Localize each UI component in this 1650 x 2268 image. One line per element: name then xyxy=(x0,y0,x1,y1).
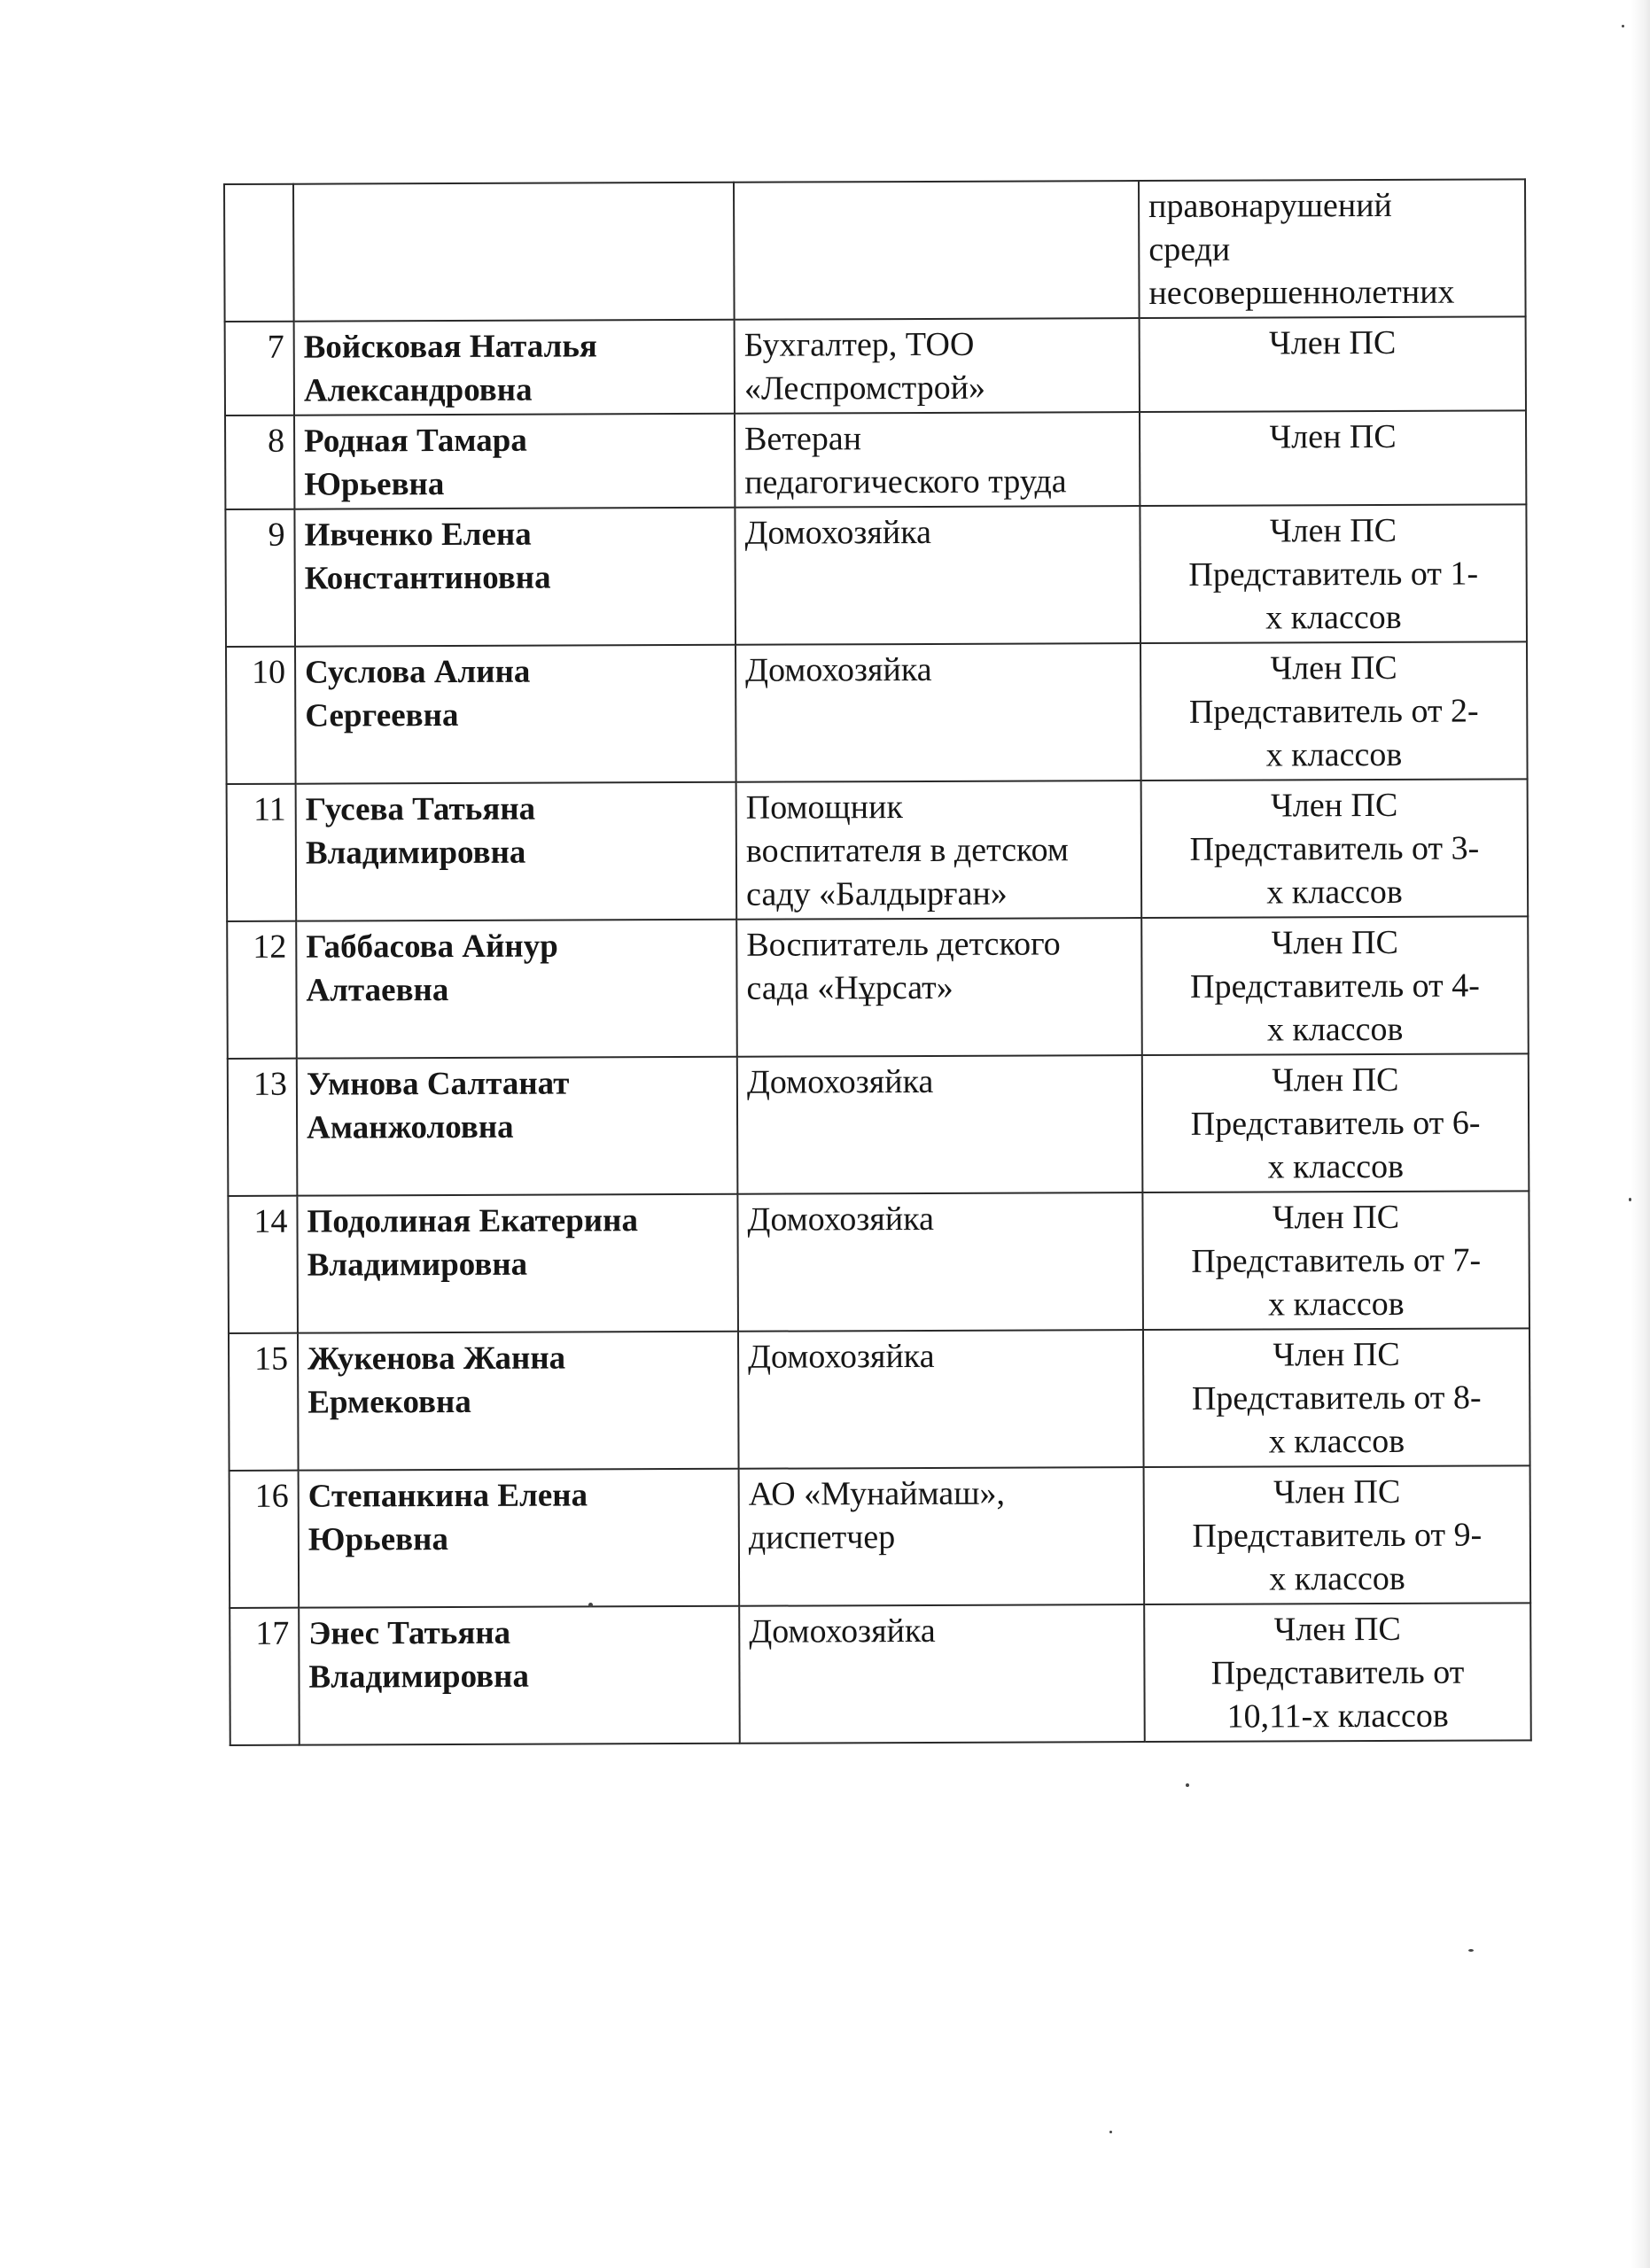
member-name-line: Сергеевна xyxy=(305,696,459,734)
member-name-line: Владимировна xyxy=(305,834,526,872)
member-role-line: Представитель от 3- xyxy=(1189,829,1480,868)
member-workplace-cell xyxy=(737,1055,1143,1194)
member-role-line: х классов xyxy=(1266,873,1403,912)
member-name-cell xyxy=(299,1606,740,1745)
member-name-line: Аманжоловна xyxy=(307,1108,514,1146)
row-number: 16 xyxy=(230,1471,300,1608)
member-role-line: Представитель от 7- xyxy=(1191,1241,1482,1280)
continuation-line: несовершеннолетних xyxy=(1148,273,1455,312)
member-row xyxy=(229,1328,1530,1471)
member-role-cell xyxy=(1141,779,1529,918)
scan-speck xyxy=(1186,1783,1189,1787)
member-workplace-cell xyxy=(736,781,1142,920)
member-role-line: х классов xyxy=(1265,598,1402,637)
member-workplace-cell xyxy=(739,1604,1145,1744)
member-name-line: Родная Тамара xyxy=(304,422,527,460)
row-number: 13 xyxy=(228,1059,298,1196)
member-workplace-cell xyxy=(735,318,1140,414)
member-name-cell xyxy=(297,1057,738,1196)
continuation-num-cell xyxy=(224,184,294,322)
member-role-line: Член ПС xyxy=(1273,1472,1401,1511)
members-table xyxy=(223,178,1532,1746)
member-role-line: Представитель от 1- xyxy=(1188,555,1479,594)
member-workplace-line: сада «Нұрсат» xyxy=(746,968,953,1007)
member-name-line: Габбасова Айнур xyxy=(306,928,558,966)
member-name-cell xyxy=(294,508,735,647)
continuation-name-cell xyxy=(293,183,735,322)
member-name-line: Гусева Татьяна xyxy=(305,790,536,828)
member-role-cell xyxy=(1140,504,1527,643)
member-row xyxy=(230,1465,1531,1608)
member-role-line: Член ПС xyxy=(1272,1198,1400,1237)
member-row xyxy=(227,916,1529,1059)
row-number: 9 xyxy=(225,509,295,647)
member-name-line: Владимировна xyxy=(308,1658,530,1696)
row-number: 15 xyxy=(229,1333,299,1471)
member-role-cell xyxy=(1143,1328,1530,1467)
member-role-line: Член ПС xyxy=(1271,786,1398,825)
member-workplace-cell xyxy=(737,1192,1143,1332)
member-role-cell xyxy=(1142,1053,1529,1192)
member-name-cell xyxy=(297,1194,738,1333)
row-number: 10 xyxy=(226,647,296,784)
scan-speck xyxy=(1468,1949,1474,1952)
member-row xyxy=(225,316,1526,416)
member-name-line: Умнова Салтанат xyxy=(306,1065,570,1103)
member-name-line: Степанкина Елена xyxy=(307,1477,588,1515)
member-workplace-cell xyxy=(736,918,1142,1057)
member-name-cell xyxy=(299,1469,740,1608)
scan-speck xyxy=(588,1603,593,1607)
member-workplace-line: Домохозяйка xyxy=(748,1337,935,1376)
member-role-line: Член ПС xyxy=(1273,1610,1401,1649)
member-workplace-line: АО «Мунаймаш», xyxy=(748,1474,1006,1513)
member-role-line: Член ПС xyxy=(1272,1060,1399,1099)
member-row xyxy=(225,504,1527,647)
member-role-cell xyxy=(1144,1603,1531,1742)
member-name-line: Войсковая Наталья xyxy=(303,328,597,366)
scan-speck xyxy=(1622,25,1624,27)
member-role-line: х классов xyxy=(1267,1147,1405,1186)
member-workplace-cell xyxy=(735,412,1140,508)
member-name-line: Жукенова Жанна xyxy=(307,1340,566,1378)
member-name-line: Ермековна xyxy=(307,1383,471,1421)
continuation-work-cell xyxy=(734,181,1140,320)
member-role-line: Представитель от 4- xyxy=(1190,967,1480,1006)
member-role-cell xyxy=(1144,1465,1531,1604)
member-name-cell xyxy=(294,414,735,509)
member-name-cell xyxy=(298,1332,739,1471)
member-role-line: Член ПС xyxy=(1269,323,1397,362)
member-role-cell xyxy=(1140,410,1526,506)
row-number: 8 xyxy=(225,416,294,509)
members-table-body xyxy=(224,179,1531,1745)
member-role-line: х классов xyxy=(1269,1559,1405,1598)
member-role-line: Представитель от xyxy=(1210,1653,1465,1692)
member-name-line: Суслова Алина xyxy=(305,653,531,691)
member-workplace-cell xyxy=(735,643,1141,782)
member-name-cell xyxy=(294,320,735,416)
member-role-line: Член ПС xyxy=(1269,511,1397,550)
member-workplace-line: «Леспромстрой» xyxy=(743,369,986,408)
member-role-cell xyxy=(1140,641,1528,781)
member-role-line: 10,11-х классов xyxy=(1226,1697,1449,1736)
row-number: 11 xyxy=(227,784,297,921)
member-row xyxy=(227,779,1529,921)
member-role-line: х классов xyxy=(1265,735,1403,774)
member-role-line: х классов xyxy=(1266,1010,1404,1049)
member-name-line: Александровна xyxy=(303,371,533,409)
member-workplace-cell xyxy=(739,1467,1145,1606)
member-role-line: Член ПС xyxy=(1270,649,1397,687)
member-row xyxy=(225,410,1526,509)
member-workplace-line: Воспитатель детского xyxy=(746,925,1061,964)
continuation-role-cell xyxy=(1139,179,1526,318)
member-name-line: Подолиная Екатерина xyxy=(307,1202,638,1240)
member-role-line: Представитель от 9- xyxy=(1192,1516,1483,1555)
continuation-line: правонарушений xyxy=(1148,186,1392,225)
member-workplace-line: Бухгалтер, ТОО xyxy=(743,325,975,364)
member-workplace-cell xyxy=(735,506,1140,645)
member-name-line: Алтаевна xyxy=(306,972,449,1009)
member-role-line: х классов xyxy=(1268,1422,1405,1461)
member-workplace-line: Домохозяйка xyxy=(746,1062,934,1101)
member-role-line: Член ПС xyxy=(1269,417,1397,456)
member-role-line: х классов xyxy=(1268,1285,1405,1324)
member-role-line: Член ПС xyxy=(1273,1335,1400,1374)
member-workplace-line: Помощник xyxy=(745,788,903,827)
member-name-line: Юрьевна xyxy=(304,466,445,503)
scan-speck xyxy=(1109,2131,1112,2133)
member-name-cell xyxy=(296,920,737,1059)
row-number: 12 xyxy=(227,921,297,1059)
row-number: 17 xyxy=(230,1608,300,1745)
member-name-line: Владимировна xyxy=(307,1246,528,1284)
scan-speck xyxy=(1629,1198,1631,1201)
member-workplace-line: диспетчер xyxy=(748,1518,896,1557)
member-name-cell xyxy=(296,782,737,921)
member-workplace-line: Домохозяйка xyxy=(749,1612,936,1651)
member-workplace-line: Ветеран xyxy=(744,420,862,458)
continuation-line: среди xyxy=(1148,230,1231,268)
member-role-cell xyxy=(1140,316,1526,412)
continuation-row xyxy=(224,179,1526,322)
row-number: 14 xyxy=(228,1196,298,1333)
member-workplace-line: воспитателя в детском xyxy=(745,831,1069,870)
member-workplace-line: Домохозяйка xyxy=(747,1200,935,1239)
member-workplace-line: Домохозяйка xyxy=(745,650,932,689)
member-workplace-line: саду «Балдырған» xyxy=(746,874,1008,913)
member-name-line: Энес Татьяна xyxy=(308,1614,511,1652)
member-row xyxy=(228,1053,1529,1196)
member-role-line: Представитель от 2- xyxy=(1188,692,1479,731)
member-workplace-line: Домохозяйка xyxy=(744,513,932,552)
member-name-line: Константиновна xyxy=(304,559,551,597)
member-role-line: Представитель от 8- xyxy=(1191,1379,1482,1418)
member-role-cell xyxy=(1141,916,1529,1055)
row-number: 7 xyxy=(225,322,294,416)
scan-edge-shadow xyxy=(1631,0,1650,2268)
member-role-cell xyxy=(1142,1191,1529,1330)
member-workplace-line: педагогического труда xyxy=(744,462,1067,501)
member-name-line: Юрьевна xyxy=(307,1521,448,1558)
member-row xyxy=(228,1191,1529,1333)
member-name-line: Ивченко Елена xyxy=(304,516,532,554)
member-workplace-cell xyxy=(738,1330,1144,1469)
member-name-cell xyxy=(295,645,736,784)
member-row xyxy=(226,641,1528,784)
member-role-line: Представитель от 6- xyxy=(1190,1104,1481,1143)
member-row xyxy=(230,1603,1531,1745)
member-role-line: Член ПС xyxy=(1271,923,1398,962)
